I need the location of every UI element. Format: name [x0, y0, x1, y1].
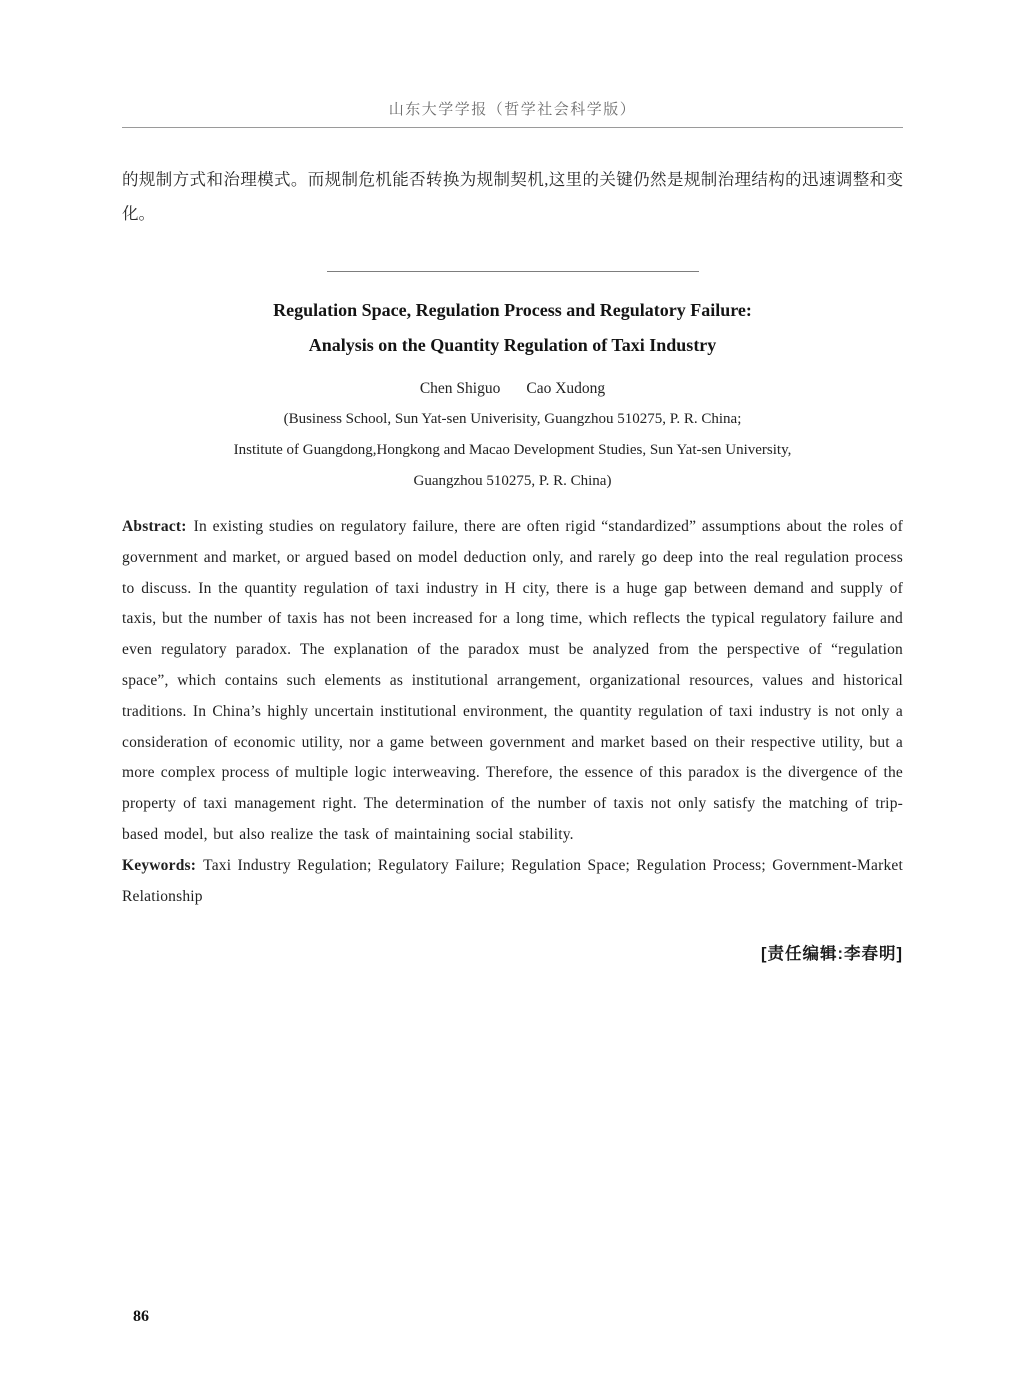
article-title	[122, 293, 903, 363]
keywords-label: Keywords:	[122, 856, 197, 874]
journal-title: 山东大学学报（哲学社会科学版）	[388, 102, 637, 118]
abstract-paragraph	[122, 512, 903, 851]
page-number: 86	[133, 1308, 149, 1325]
running-head	[122, 0, 903, 128]
header-rule	[122, 127, 903, 128]
affiliation-line-3: Guangzhou 510275, P. R. China)	[413, 473, 612, 489]
abstract-text: In existing studies on regulatory failure, there are often rigid “standardized” assumptions about the roles of government and market, or argued based on model deduction only, and rarely go deep into the real regulation process to discuss. In the quantity regulation of taxi industry in H city, there is a huge gap between demand and supply of taxis, but the number of taxis has not been increased for a long time, which reflects the typical regulatory failure and even regulatory paradox. The explanation of the paradox must be analyzed from the perspective of “regulation space”, which contains such elements as institutional arrangement, organizational resources, values and historical traditions. In China’s highly uncertain institutional environment, the quantity regulation of taxi industry is not only a consideration of economic utility, nor a game between government and market based on their respective utility, but a more complex process of multiple logic interweaving. Therefore, the essence of this paradox is the divergence of the property of taxi management right. The determination of the number of taxis not only satisfy the matching of trip-based model, but also realize the task of maintaining social stability.	[122, 518, 903, 843]
article-title-line2: Analysis on the Quantity Regulation of Taxi Industry	[308, 335, 717, 355]
intro-paragraph: 的规制方式和治理模式。而规制危机能否转换为规制契机,这里的关键仍然是规制治理结构的迅速调整和变化。	[122, 170, 903, 223]
keywords-text: Taxi Industry Regulation; Regulatory Failure; Regulation Space; Regulation Process; Government-Market Relationship	[122, 856, 903, 905]
author-name-1: Chen Shiguo	[419, 380, 501, 397]
article-title-line1: Regulation Space, Regulation Process and Regulatory Failure:	[273, 300, 752, 320]
editor-note: [责任编辑:李春明]	[761, 945, 903, 964]
affiliation-line-2: Institute of Guangdong,Hongkong and Macao Development Studies, Sun Yat-sen University,	[233, 442, 792, 458]
affiliation-line-1: (Business School, Sun Yat-sen Univerisity, Guangzhou 510275, P. R. China;	[283, 411, 742, 427]
keywords-paragraph	[122, 851, 903, 913]
affiliation-block	[122, 404, 903, 497]
abstract-label: Abstract:	[122, 518, 187, 535]
title-divider	[327, 271, 699, 272]
authors-line	[122, 374, 903, 404]
author-name-2: Cao Xudong	[526, 380, 606, 397]
